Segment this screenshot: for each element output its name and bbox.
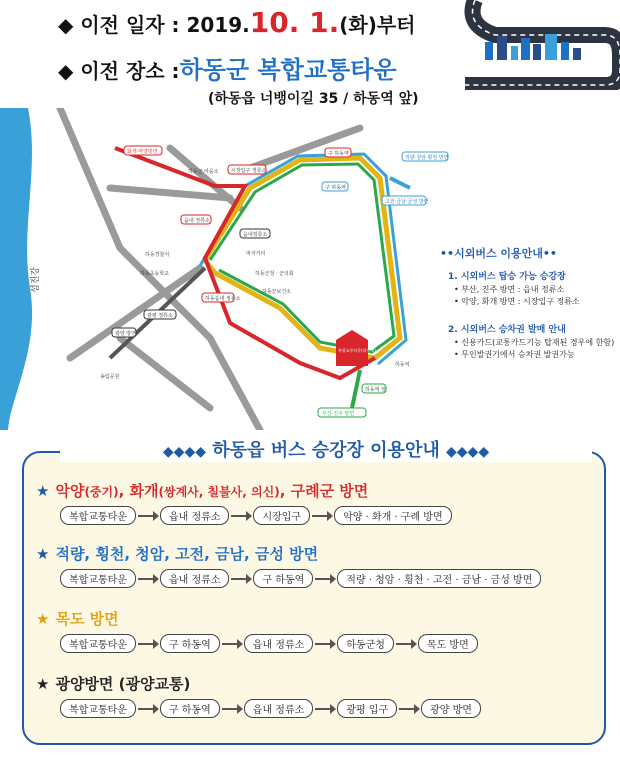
svg-text:읍내정류소: 읍내정류소 xyxy=(243,232,268,238)
svg-text:복합교통타운(하동역): 복합교통타운(하동역) xyxy=(338,348,376,353)
stop-guide-title: ◆◆◆◆ 하동읍 버스 승강장 이용안내 ◆◆◆◆ xyxy=(60,436,592,462)
arrow-right-icon xyxy=(396,643,416,645)
intercity-section-1-line-2: • 악양, 화개 방면 : 시장입구 정류소 xyxy=(454,297,580,306)
stop-pill: 적량 · 청암 · 횡천 · 고전 · 금남 · 금성 방면 xyxy=(337,569,541,588)
svg-text:하동초등학교: 하동초등학교 xyxy=(140,271,169,277)
intercity-bus-info xyxy=(440,245,620,361)
stop-pill: 구 하동역 xyxy=(160,634,220,653)
stop-pill: 악양 · 화개 · 구례 방면 xyxy=(334,506,452,525)
arrow-green-down xyxy=(352,370,360,408)
move-place-label: ◆ 이전 장소 : xyxy=(58,59,180,83)
arrow-right-icon xyxy=(312,515,332,517)
route-chain xyxy=(60,634,478,653)
move-date-label: ◆ 이전 일자 : 2019. xyxy=(58,13,250,37)
svg-text:먹자거리: 먹자거리 xyxy=(246,251,266,257)
stop-pill: 복합교통타운 xyxy=(60,699,136,718)
stop-pill: 복합교통타운 xyxy=(60,506,136,525)
svg-text:광양 방면: 광양 방면 xyxy=(115,331,136,337)
route-mokdo xyxy=(36,608,478,653)
city-skyline-icon xyxy=(455,0,620,90)
arrow-right-icon xyxy=(222,708,242,710)
svg-text:송림공원: 송림공원 xyxy=(100,374,120,380)
route-chain xyxy=(60,506,452,525)
arrow-right-icon xyxy=(138,515,158,517)
stop-pill: 읍내 정류소 xyxy=(244,699,313,718)
arrow-blue-right xyxy=(390,178,410,188)
svg-text:하동역 앞: 하동역 앞 xyxy=(365,387,386,393)
route-head: ★ 적량, 횡천, 청암, 고전, 금남, 금성 방면 xyxy=(36,545,319,563)
stop-pill: 목도 방면 xyxy=(418,634,478,653)
stop-pill: 읍내 정류소 xyxy=(244,634,313,653)
intercity-section-2-line-2: • 무인발권기에서 승차권 발권가능 xyxy=(454,350,575,359)
stop-pill: 복합교통타운 xyxy=(60,634,136,653)
route-jeokryang xyxy=(36,543,541,588)
arrow-right-icon xyxy=(231,515,251,517)
intercity-section-2-title: 2. 시외버스 승차권 발매 안내 xyxy=(448,325,566,335)
route-chain xyxy=(60,569,541,588)
svg-text:광평 정류소: 광평 정류소 xyxy=(147,313,173,319)
river xyxy=(0,108,32,430)
arrow-right-icon xyxy=(138,708,158,710)
route-chain xyxy=(60,699,481,718)
river-label: 섬진강 xyxy=(31,266,41,293)
stop-pill: 구 하동역 xyxy=(253,569,313,588)
svg-text:하동군 마을소: 하동군 마을소 xyxy=(188,169,219,175)
intercity-section-1-title: 1. 시외버스 탑승 가능 승강장 xyxy=(448,272,566,282)
svg-text:고전·금남·금성 방면: 고전·금남·금성 방면 xyxy=(385,199,429,205)
arrow-right-icon xyxy=(138,643,158,645)
arrow-right-icon xyxy=(315,708,335,710)
svg-text:구 하동역: 구 하동역 xyxy=(328,151,349,157)
stop-pill: 읍내 정류소 xyxy=(160,569,229,588)
svg-text:하동군청 · 군의회: 하동군청 · 군의회 xyxy=(255,271,294,277)
intercity-section-2-line-1: • 신용카드(교통카드기능 탑재된 경우에 한함) xyxy=(454,338,615,347)
move-date-suffix: (화)부터 xyxy=(339,13,416,37)
stop-pill: 하동군청 xyxy=(337,634,394,653)
move-place: 하동군 복합교통타운 xyxy=(179,56,397,84)
stop-pill: 읍내 정류소 xyxy=(160,506,229,525)
intercity-title: ••시외버스 이용안내•• xyxy=(440,247,557,260)
arrow-right-icon xyxy=(138,578,158,580)
route-agyang-hwagae xyxy=(36,480,452,525)
svg-text:하동경찰서: 하동경찰서 xyxy=(145,252,170,258)
svg-text:하동역: 하동역 xyxy=(395,362,410,368)
stop-pill: 시장입구 xyxy=(253,506,310,525)
svg-text:화개·악양방면: 화개·악양방면 xyxy=(127,149,158,155)
stop-pill: 광양 방면 xyxy=(421,699,481,718)
route-gwangyang xyxy=(36,673,481,718)
arrow-right-icon xyxy=(315,643,335,645)
route-head: ★ 목도 방면 xyxy=(36,610,119,628)
route-head: ★ 악양(중기), 화개(쌍계사, 칠불사, 의신), 구례군 방면 xyxy=(36,482,369,500)
move-date: 10. 1. xyxy=(249,6,340,39)
stop-pill: 복합교통타운 xyxy=(60,569,136,588)
intercity-section-1-line-1: • 부산, 진주 방면 : 읍내 정류소 xyxy=(454,285,565,294)
arrow-right-icon xyxy=(222,643,242,645)
route-head: ★ 광양방면 (광양교통) xyxy=(36,675,191,693)
svg-text:구 하동역: 구 하동역 xyxy=(325,185,346,191)
svg-text:하동군보건소: 하동군보건소 xyxy=(262,289,291,295)
route-loop-green xyxy=(210,164,394,352)
svg-text:시장입구 정류소: 시장입구 정류소 xyxy=(231,168,267,174)
arrow-right-icon xyxy=(231,578,251,580)
stop-pill: 구 하동역 xyxy=(160,699,220,718)
svg-text:하동읍내 정류소: 하동읍내 정류소 xyxy=(205,296,241,302)
stop-pill: 광평 입구 xyxy=(337,699,397,718)
arrow-right-icon xyxy=(315,578,335,580)
svg-text:적량·청암·횡천 방면: 적량·청암·횡천 방면 xyxy=(405,155,449,161)
svg-text:읍내 정류소: 읍내 정류소 xyxy=(184,218,210,224)
move-address: (하동읍 너뱅이길 35 / 하동역 앞) xyxy=(208,91,419,107)
svg-text:부산·진주 방면: 부산·진주 방면 xyxy=(322,411,355,417)
arrow-right-icon xyxy=(399,708,419,710)
